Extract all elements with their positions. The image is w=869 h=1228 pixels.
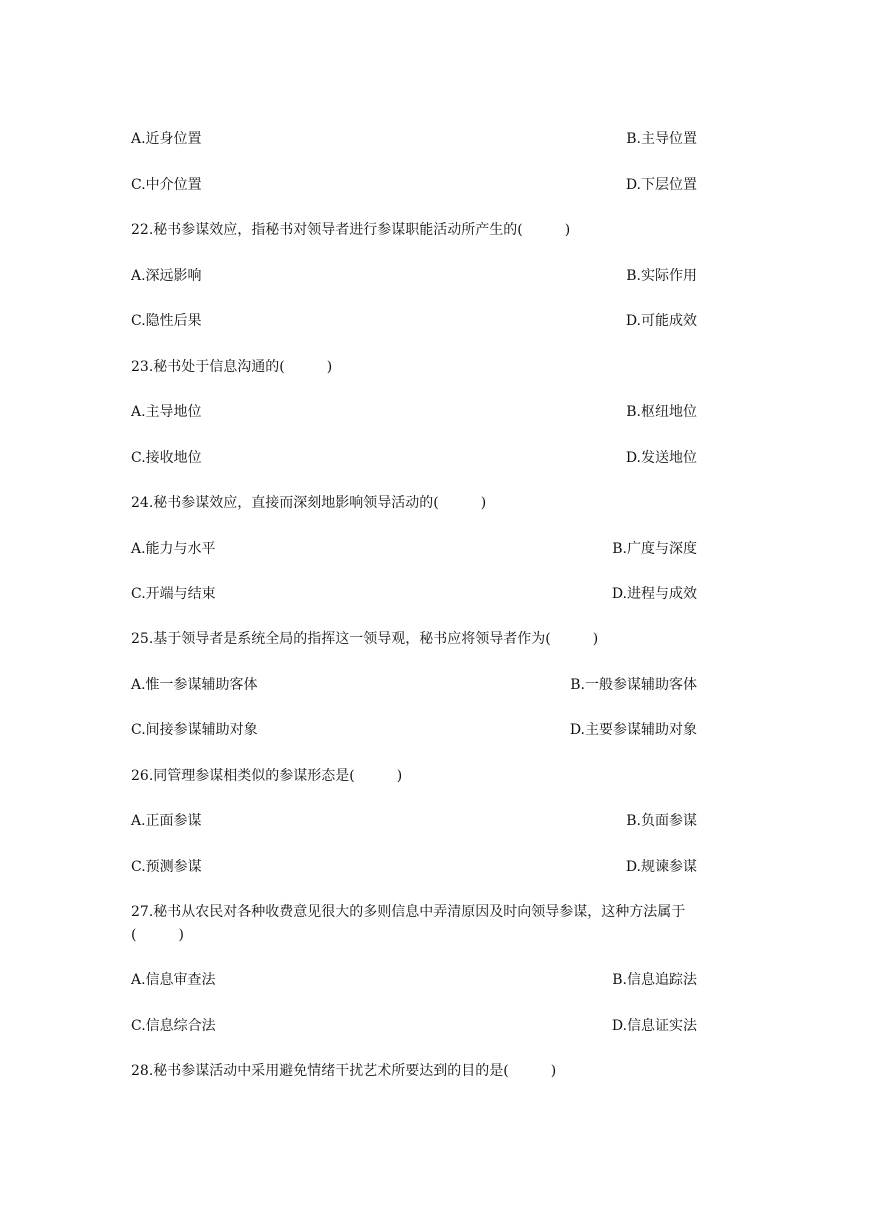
question-23: 23.秘书处于信息沟通的( ) [131, 359, 333, 375]
option-21-c: C.中介位置 [131, 177, 202, 193]
option-26-b: B.负面参谋 [626, 813, 697, 829]
option-24-a: A.能力与水平 [131, 541, 216, 557]
option-27-c: C.信息综合法 [131, 1018, 216, 1034]
option-22-c: C.隐性后果 [131, 313, 202, 329]
option-25-c: C.间接参谋辅助对象 [131, 722, 258, 738]
question-25: 25.基于领导者是系统全局的指挥这一领导观，秘书应将领导者作为( ) [131, 631, 599, 647]
option-25-d: D.主要参谋辅助对象 [569, 722, 697, 738]
option-26-d: D.规谏参谋 [625, 859, 697, 875]
question-26: 26.同管理参谋相类似的参谋形态是( ) [131, 768, 403, 784]
option-24-d: D.进程与成效 [611, 586, 697, 602]
option-21-b: B.主导位置 [626, 131, 697, 147]
question-28: 28.秘书参谋活动中采用避免情绪干扰艺术所要达到的目的是( ) [131, 1063, 557, 1079]
option-24-b: B.广度与深度 [612, 541, 697, 557]
question-27: 27.秘书从农民对各种收费意见很大的多则信息中弄清原因及时向领导参谋，这种方法属于 [131, 904, 686, 920]
option-22-d: D.可能成效 [625, 313, 697, 329]
option-26-a: A.正面参谋 [131, 813, 202, 829]
option-22-b: B.实际作用 [626, 268, 697, 284]
question-22: 22.秘书参谋效应，指秘书对领导者进行参谋职能活动所产生的( ) [131, 222, 571, 238]
option-24-c: C.开端与结束 [131, 586, 216, 602]
option-27-d: D.信息证实法 [611, 1018, 697, 1034]
option-23-b: B.枢纽地位 [626, 404, 697, 420]
option-25-a: A.惟一参谋辅助客体 [131, 677, 258, 693]
option-27-b: B.信息追踪法 [612, 972, 697, 988]
option-23-d: D.发送地位 [625, 450, 697, 466]
option-23-a: A.主导地位 [131, 404, 202, 420]
option-23-c: C.接收地位 [131, 450, 202, 466]
option-27-a: A.信息审查法 [131, 972, 216, 988]
option-26-c: C.预测参谋 [131, 859, 202, 875]
option-21-a: A.近身位置 [131, 131, 202, 147]
option-22-a: A.深远影响 [131, 268, 202, 284]
option-21-d: D.下层位置 [625, 177, 697, 193]
question-27-blank: ( ) [131, 927, 184, 943]
question-24: 24.秘书参谋效应，直接而深刻地影响领导活动的( ) [131, 495, 487, 511]
option-25-b: B.一般参谋辅助客体 [570, 677, 697, 693]
